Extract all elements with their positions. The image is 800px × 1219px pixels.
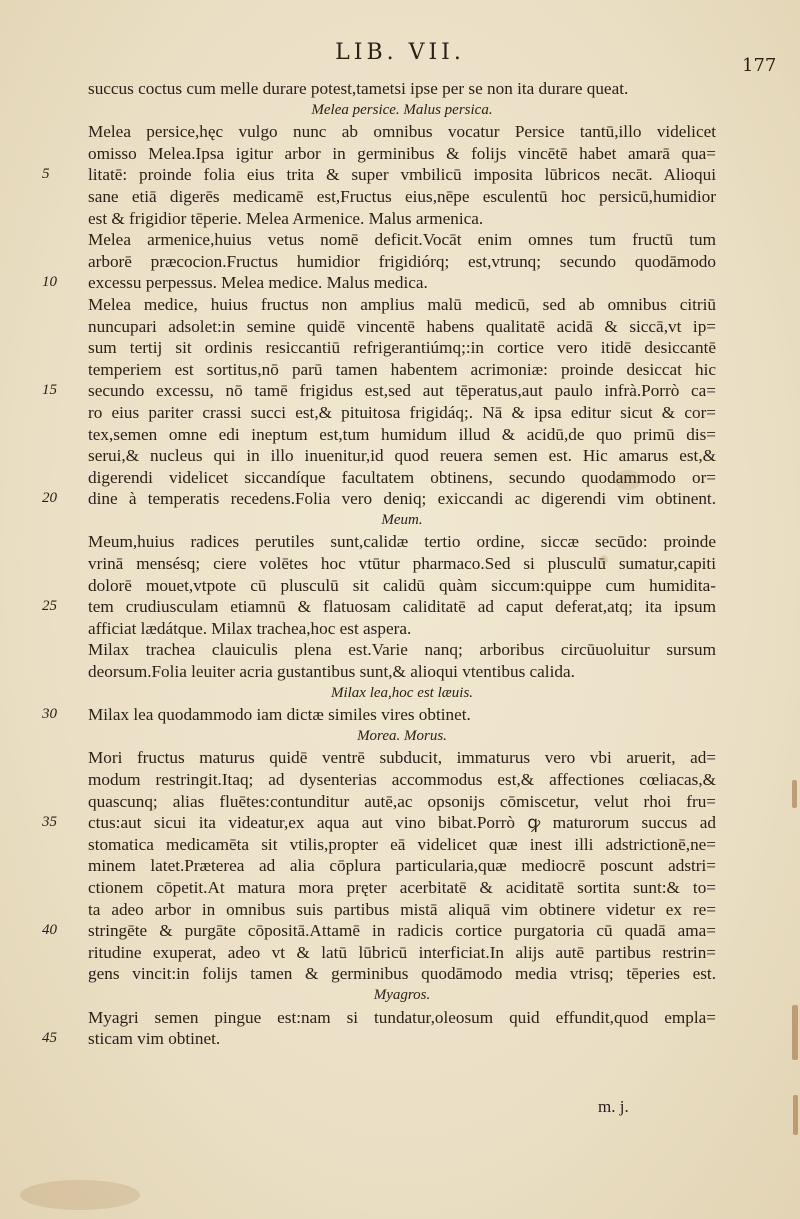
line-text: dolorē mouet,vtpote cū plusculū sit calidū quàm siccum:quippe cum humidita- <box>88 575 716 595</box>
line-text: ta adeo arbor in omnibus suis partibus mistā aliquā vim obtinere videtur ex re= <box>88 899 716 919</box>
line-text: tem crudiusculam etiamnū & flatuosam caliditatē ad caput deferat,atq; ita ipsum <box>88 597 716 617</box>
line-text: stringēte & purgāte cōpositā.Attamē in radicis cortice purgatoria cū quadā ama= <box>88 921 716 941</box>
text-line <box>88 402 716 424</box>
line-text: tex,semen omne edi ineptum est,tum humidum illud & acidū,de quo primū dis= <box>88 424 716 444</box>
line-text: deorsum.Folia leuiter acria gustantibus sunt,& alioqui vtentibus calida. <box>88 662 575 682</box>
line-number: 25 <box>42 598 57 615</box>
line-text: sane etiā digerēs medicamē est,Fructus eius,nēpe esculentū hoc persicū,humidior <box>88 186 716 206</box>
section-heading <box>88 510 716 532</box>
running-head: LIB. VII. <box>335 40 465 65</box>
text-line <box>88 186 716 208</box>
line-text: est & frigidior tēperie. Melea Armenice. Malus armenica. <box>88 208 484 228</box>
line-text: dine à temperatis recedens.Folia vero deniq; exiccandi ac digerendi vim obtinent. <box>88 489 716 509</box>
text-line <box>88 229 716 251</box>
text-line <box>88 899 716 921</box>
text-line <box>88 639 716 661</box>
line-text: excessu perpessus. Melea medice. Malus medica. <box>88 273 428 293</box>
text-line <box>88 553 716 575</box>
text-line <box>42 920 716 942</box>
text-line <box>88 877 716 899</box>
page-edge-mark <box>792 1005 798 1060</box>
section-heading <box>88 985 716 1007</box>
line-text: Milax lea,hoc est læuis. <box>330 684 474 701</box>
line-text: litatē: proinde folia eius trita & super vmbilicū imposita lūbricos necāt. Alioqui <box>88 165 716 185</box>
line-text: secundo excessu, nō tamē frigidus est,sed aut tēperatus,aut paulo infrà.Porrò ca= <box>88 381 716 401</box>
line-text: Melea medice, huius fructus non amplius malū medicū, sed ab omnibus citriū <box>88 294 716 314</box>
text-line <box>88 316 716 338</box>
text-line <box>88 359 716 381</box>
line-text: Meum,huius radices perutiles sunt,calidæ tertio ordine, siccæ secūdo: proinde <box>88 532 716 552</box>
text-line <box>88 618 716 640</box>
line-text: gens vincit:in folijs tamen & germinibus quodāmodo media vtrisq; tēperies est. <box>88 964 716 984</box>
text-line <box>88 963 716 985</box>
line-text: vrinā mensésq; ciere volētes hoc vtūtur pharmaco.Sed si plusculū sumatur,capiti <box>88 554 716 574</box>
line-text: digerendi videlicet siccandíque facultatem obtinens, secundo quodammodo or= <box>88 467 716 487</box>
line-text: sticam vim obtinet. <box>88 1029 221 1049</box>
text-line <box>88 769 716 791</box>
catchword: m. j. <box>598 1097 629 1116</box>
section-heading <box>88 100 716 122</box>
line-text: ctus:aut sicui ita videatur,ex aqua aut vino bibat.Porrò ꝙ maturorum succus ad <box>88 813 716 833</box>
text-line <box>88 251 716 273</box>
main-text-block <box>42 78 716 1050</box>
text-line <box>88 337 716 359</box>
page-number: 177 <box>742 55 777 76</box>
line-text: temperiem est sortitus,nō parū tamen habentem acrimoniæ: proinde desiccat hic <box>88 359 716 379</box>
text-line <box>88 424 716 446</box>
line-text: modum restringit.Itaq; ad dysenterias accommodus est,& affectiones cœliacas,& <box>88 770 716 789</box>
line-text: Mori fructus maturus quidē ventrē subducit, immaturus vero vbi aruerit, ad= <box>88 748 716 768</box>
line-text: Melea persice,hęc vulgo nunc ab omnibus vocatur Persice tantū,illo videlicet <box>88 122 716 142</box>
paper-stain <box>20 1180 140 1210</box>
text-line <box>42 488 716 510</box>
line-number: 15 <box>42 382 57 399</box>
line-text: sum tertij sit ordinis resiccantiū refrigerantiúmq;:in cortice vero itidē desiccantē <box>88 338 716 358</box>
line-text: succus coctus cum melle durare potest,tametsi ipse per se non ita durare queat. <box>88 79 629 98</box>
text-line <box>88 78 716 100</box>
line-text: Meum. <box>381 511 423 528</box>
text-line <box>42 596 716 618</box>
line-text: ctionem cōpetit.At matura mora pręter acerbitatē & aciditatē sortita sunt:& to= <box>88 877 716 897</box>
text-line <box>88 747 716 769</box>
text-line <box>42 1028 716 1050</box>
line-text: omisso Melea.Ipsa igitur arbor in germinibus & folijs vincētē habet amarā qua= <box>88 143 716 163</box>
line-text: minem latet.Præterea ad alia cōplura particularia,quæ mediocrē poscunt adstri= <box>88 856 716 876</box>
text-line <box>88 467 716 489</box>
text-line <box>42 164 716 186</box>
line-text: serui,& nucleus qui in illo inuenitur,id quod reuera semen est. Hic amarus est,& <box>88 446 716 466</box>
text-line <box>88 661 716 683</box>
line-text: ro eius pariter crassi succi est,& pituitosa frigidáq;. Nā & ipsa editur sicut & cor= <box>88 402 716 422</box>
line-text: Myagri semen pingue est:nam si tundatur,oleosum quid effundit,quod empla= <box>88 1007 716 1027</box>
line-number: 30 <box>42 706 57 723</box>
line-text: arborē præcocion.Fructus humidior frigidiórq; est,vtrunq; secundo quodāmodo <box>88 251 716 271</box>
text-line <box>88 855 716 877</box>
text-line <box>88 575 716 597</box>
line-text: Melea armenice,huius vetus nomē deficit.Vocāt enim omnes tum fructū tum <box>88 230 716 250</box>
line-text: quascunq; alias fluētes:contunditur autē,ac opsonijs cōmiscetur, velut rhoi fru= <box>88 791 716 811</box>
text-line <box>88 1007 716 1029</box>
text-line <box>88 208 716 230</box>
page-edge-mark <box>792 780 797 808</box>
line-text: nuncupari adsolet:in semine quidē vincentē habens qualitatē acidā & siccā,vt ip= <box>88 316 716 336</box>
line-text: Milax lea quodammodo iam dictæ similes vires obtinet. <box>88 705 471 725</box>
line-number: 35 <box>42 814 57 831</box>
line-number: 45 <box>42 1030 57 1047</box>
text-line <box>42 380 716 402</box>
line-number: 5 <box>42 166 50 183</box>
line-number: 10 <box>42 274 57 291</box>
text-line <box>88 791 716 813</box>
text-line <box>42 812 716 834</box>
line-text: Morea. Morus. <box>357 727 447 744</box>
text-line <box>42 272 716 294</box>
line-number: 20 <box>42 490 57 507</box>
text-line <box>88 121 716 143</box>
text-line <box>88 834 716 856</box>
line-text: Melea persice. Malus persica. <box>311 101 493 118</box>
line-text: stomatica medicamēta sit vtilis,propter eā videlicet quæ inest illi adstrictionē,ne= <box>88 834 716 854</box>
section-heading <box>88 683 716 705</box>
line-text: Milax trachea clauiculis plena est.Varie nanq; arboribus circūuoluitur sursum <box>88 640 716 660</box>
line-text: afficiat lædátque. Milax trachea,hoc est aspera. <box>88 618 412 638</box>
line-text: Myagros. <box>373 986 431 1003</box>
text-line <box>42 704 716 726</box>
text-line <box>88 143 716 165</box>
page-edge-mark <box>793 1095 798 1135</box>
line-number: 40 <box>42 922 57 939</box>
text-line <box>88 942 716 964</box>
text-line <box>88 294 716 316</box>
text-line <box>88 531 716 553</box>
line-text: ritudine exuperat, adeo vt & latū lūbricū interficiat.In alijs autē partibus restrin= <box>88 942 716 962</box>
section-heading <box>88 726 716 748</box>
text-line <box>88 445 716 467</box>
